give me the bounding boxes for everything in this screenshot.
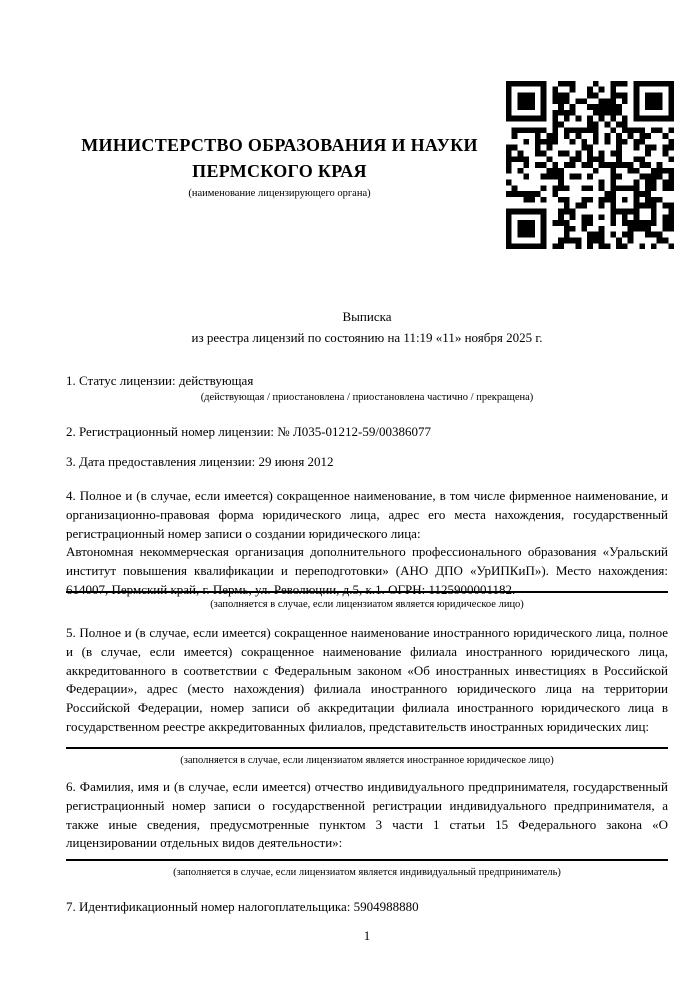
item-taxpayer-number bbox=[66, 898, 668, 917]
ministry-name-line2: ПЕРМСКОГО КРАЯ bbox=[192, 161, 367, 181]
item-registration-number bbox=[66, 423, 668, 442]
document-page bbox=[66, 0, 668, 989]
item-license-status bbox=[66, 372, 668, 404]
item-individual-entrepreneur bbox=[66, 778, 668, 879]
foreign-entity-value bbox=[66, 737, 668, 756]
license-status-options-caption: (действующая / приостановлена / приостановлена частично / прекращена) bbox=[200, 391, 534, 403]
legal-entity-caption: (заполняется в случае, если лицензиатом является юридическое лицо) bbox=[210, 599, 524, 611]
item-license-date bbox=[66, 453, 668, 472]
taxpayer-number-text: 7. Идентификационный номер налогоплательщика: 5904988880 bbox=[66, 899, 419, 915]
registration-number-text: 2. Регистрационный номер лицензии: № Л035-01212-59/00386077 bbox=[66, 423, 432, 439]
legal-entity-prompt: 4. Полное и (в случае, если имеется) сокращенное наименование, в том числе фирменное наименование, и организационно-правовая форма юридического лица, адрес его места нахождения, государственный регистрационный номер записи о создании юридического лица: bbox=[66, 488, 668, 541]
document-header bbox=[66, 0, 668, 252]
fill-line-foreign-entity bbox=[66, 747, 668, 749]
license-status-text: 1. Статус лицензии: действующая bbox=[66, 373, 254, 388]
fill-line-individual-entrepreneur bbox=[66, 859, 668, 861]
item-foreign-entity bbox=[66, 624, 668, 767]
individual-entrepreneur-prompt: 6. Фамилия, имя и (в случае, если имеется) отчество индивидуального предпринимателя, государственный регистрационный номер записи о государственной регистрации индивидуального предпринимателя, а также иные сведения, предусмотренные пунктом 3 части 1 статьи 15 Федерального закона «О лицензировании отдельных видов деятельности»: bbox=[66, 779, 668, 851]
foreign-entity-prompt: 5. Полное и (в случае, если имеется) сокращенное наименование иностранного юридического лица, полное и (в случае, если имеется) сокращенное наименование филиала иностранного юридического лица, аккредитованного в соответствии с Федеральным законом «Об иностранных инвестициях в Российской Федерации», адрес (место нахождения) филиала иностранного юридического лица на территории Российской Федерации, номер записи об аккредитации филиала иностранного юридического лица в государственном реестре аккредитованных филиалов, представительств иностранных юридических лиц: bbox=[66, 625, 668, 734]
licensing-authority-block bbox=[66, 78, 503, 200]
page-number: 1 bbox=[363, 928, 371, 943]
ministry-name-line1: МИНИСТЕРСТВО ОБРАЗОВАНИЯ И НАУКИ bbox=[81, 135, 478, 155]
document-title bbox=[66, 306, 668, 348]
licensing-authority-caption: (наименование лицензирующего органа) bbox=[188, 188, 371, 199]
qr-code bbox=[503, 78, 677, 252]
title-line1: Выписка bbox=[342, 309, 392, 324]
foreign-entity-caption: (заполняется в случае, если лицензиатом является иностранное юридическое лицо) bbox=[180, 755, 554, 767]
license-date-text: 3. Дата предоставления лицензии: 29 июня 2012 bbox=[66, 454, 334, 470]
title-line2: из реестра лицензий по состоянию на 11:19 «11» ноября 2025 г. bbox=[191, 330, 543, 345]
qr-code-image bbox=[503, 78, 677, 252]
individual-entrepreneur-caption: (заполняется в случае, если лицензиатом является индивидуальный предприниматель) bbox=[173, 867, 561, 879]
item-legal-entity bbox=[66, 487, 668, 611]
legal-entity-value: Автономная некоммерческая организация дополнительного профессионального образования «Уральский институт повышения квалификации и переподготовки» (АНО ДПО «УрИПКиП»). Место нахождения: 614007, Пермский край, г. Пермь, ул. Революции, д.5, к.1. ОГРН: 1125900001182. bbox=[66, 544, 668, 597]
items-list bbox=[66, 372, 668, 917]
